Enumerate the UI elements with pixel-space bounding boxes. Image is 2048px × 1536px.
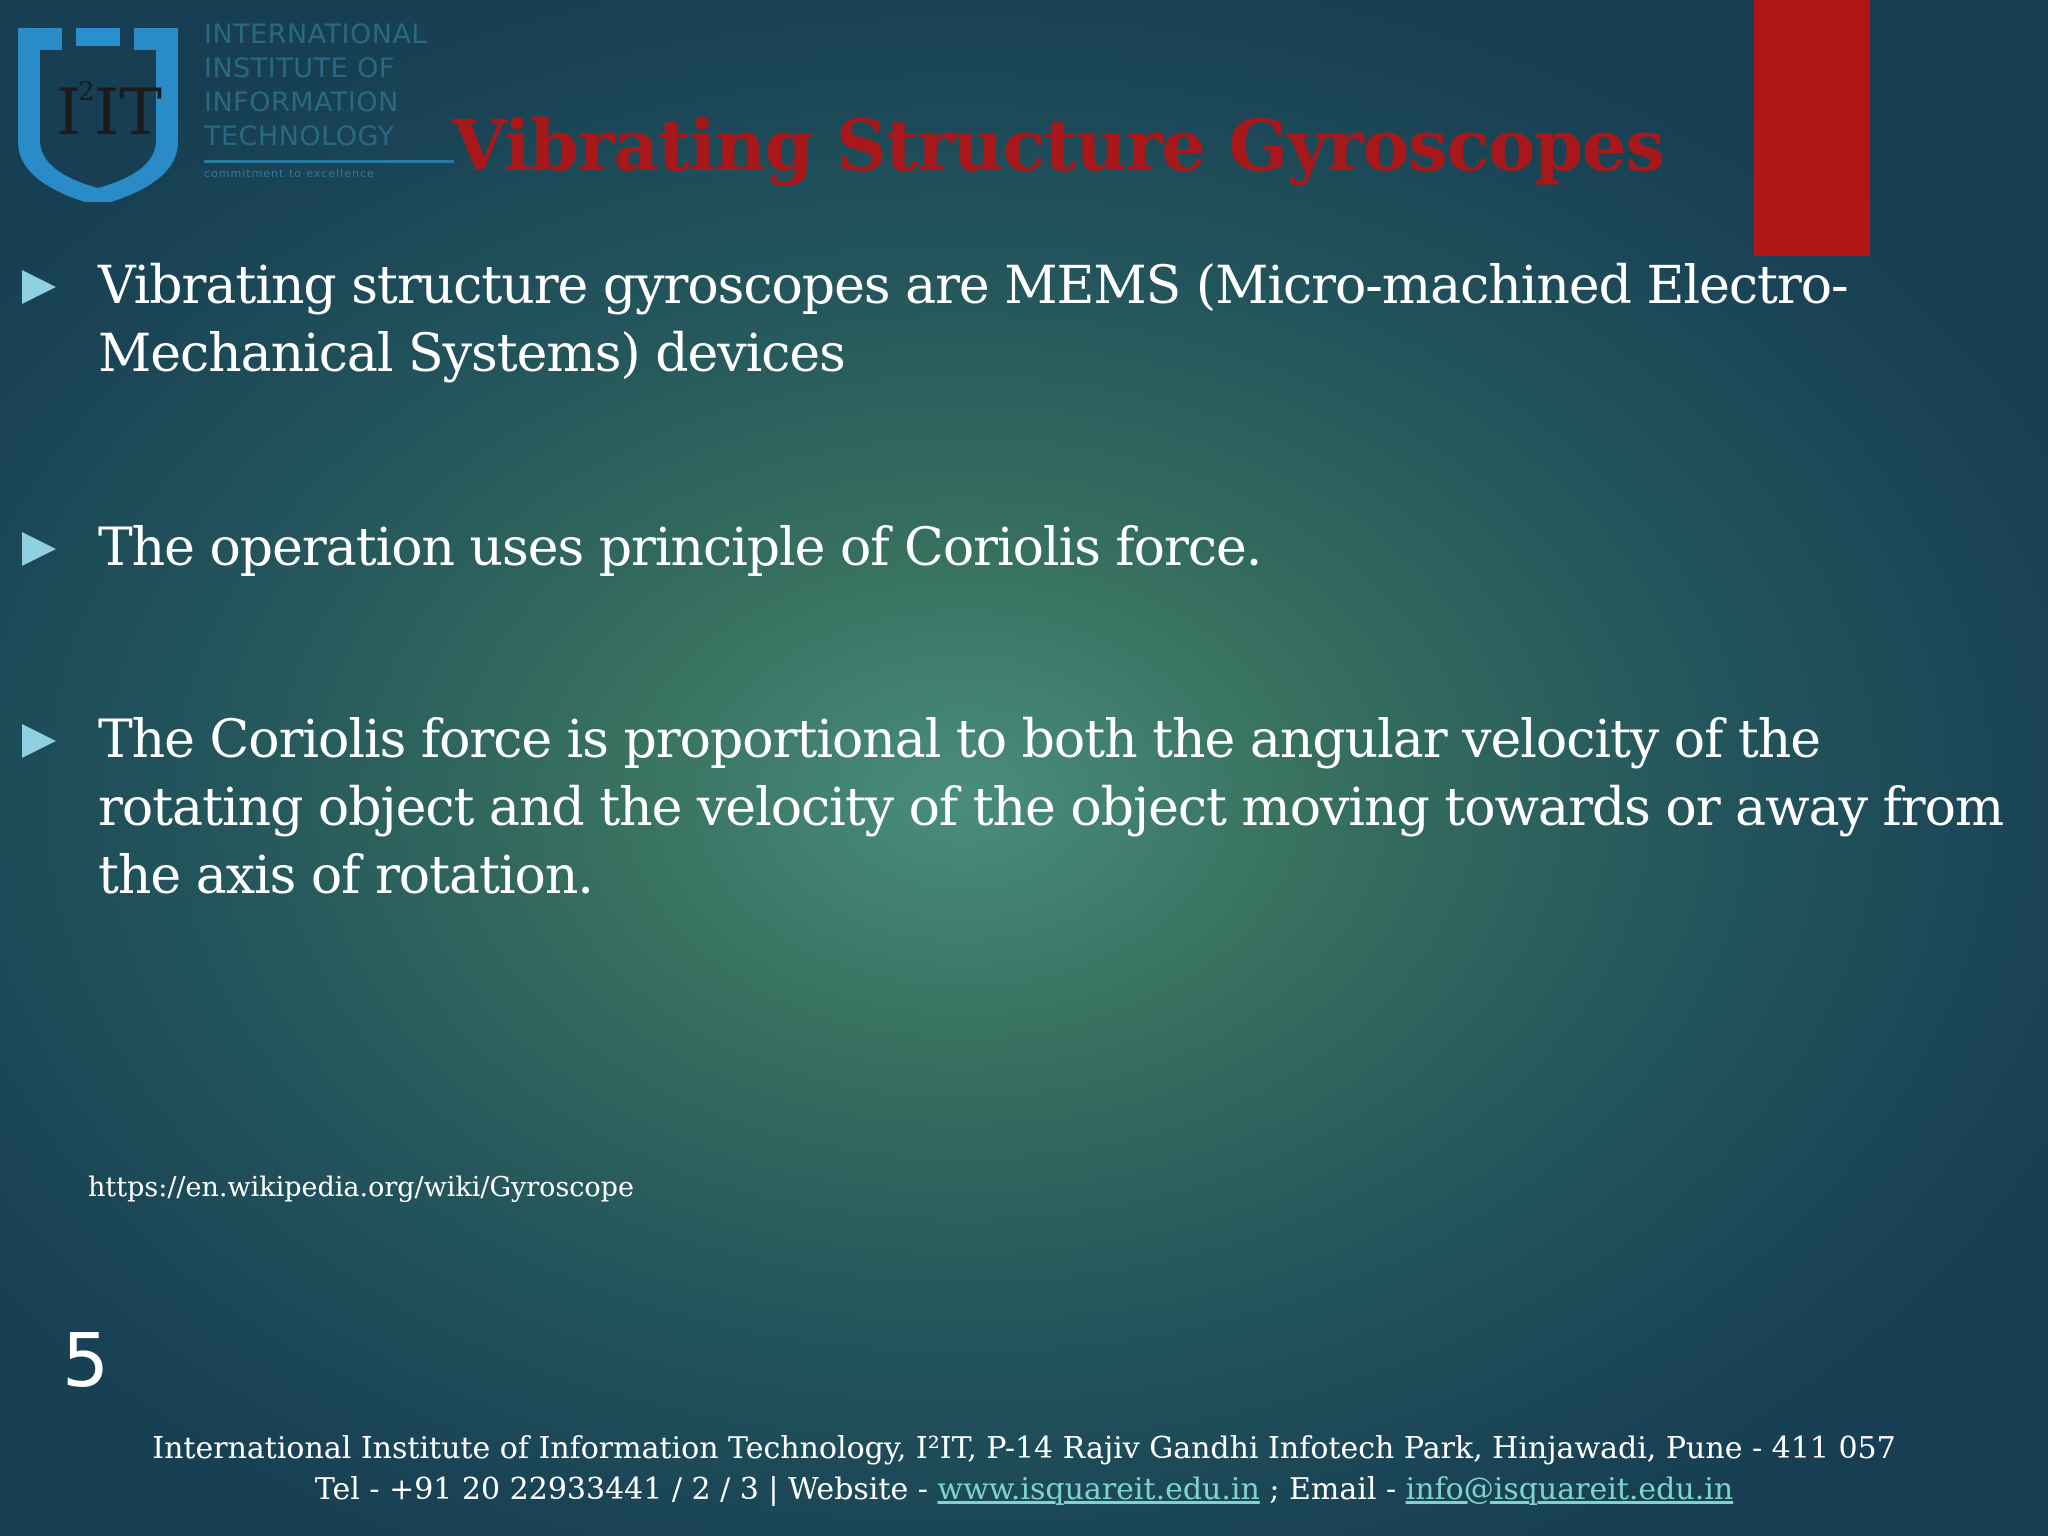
svg-text:2: 2 [78,77,95,107]
bullet-text: The operation uses principle of Coriolis force. [98,518,1262,578]
bullet-item [22,514,2018,582]
i2it-logo-icon [14,22,184,202]
footer [0,1428,2048,1510]
bullet-item [22,252,2018,388]
logo-line: INFORMATION [204,87,399,118]
triangle-bullet-icon [22,270,56,304]
logo-line: TECHNOLOGY [204,121,395,152]
svg-text:IT: IT [94,76,162,150]
accent-tab [1754,0,1870,256]
institute-logo [14,18,460,206]
logo-line: INTERNATIONAL [204,19,427,50]
logo-wordmark [204,18,462,180]
triangle-bullet-icon [22,532,56,566]
page-number: 5 [62,1318,110,1404]
footer-tel: Tel - +91 20 22933441 / 2 / 3 | Website - [314,1472,938,1507]
bullet-item [22,706,2018,910]
email-link[interactable]: info@isquareit.edu.in [1405,1472,1734,1507]
triangle-bullet-icon [22,724,56,758]
footer-contact [0,1469,2048,1510]
footer-address: International Institute of Information Technology, I²IT, P-14 Rajiv Gandhi Infotech Park, Hinjawadi, Pune - 411 057 [152,1431,1896,1466]
website-link[interactable]: www.isquareit.edu.in [937,1472,1260,1507]
logo-divider [204,160,454,163]
bullet-text: Vibrating structure gyroscopes are MEMS (Micro-machined Electro-Mechanical Systems) devices [98,256,1848,384]
bullet-text: The Coriolis force is proportional to both the angular velocity of the rotating object and the velocity of the object moving towards or away from the axis of rotation. [98,710,2004,906]
footer-email-label: ; Email - [1259,1472,1406,1507]
slide-title: Vibrating Structure Gyroscopes [452,104,1664,187]
svg-text:I: I [56,76,82,150]
logo-tagline: commitment to excellence [204,167,375,180]
source-citation: https://en.wikipedia.org/wiki/Gyroscope [88,1172,634,1203]
logo-line: INSTITUTE OF [204,53,395,84]
